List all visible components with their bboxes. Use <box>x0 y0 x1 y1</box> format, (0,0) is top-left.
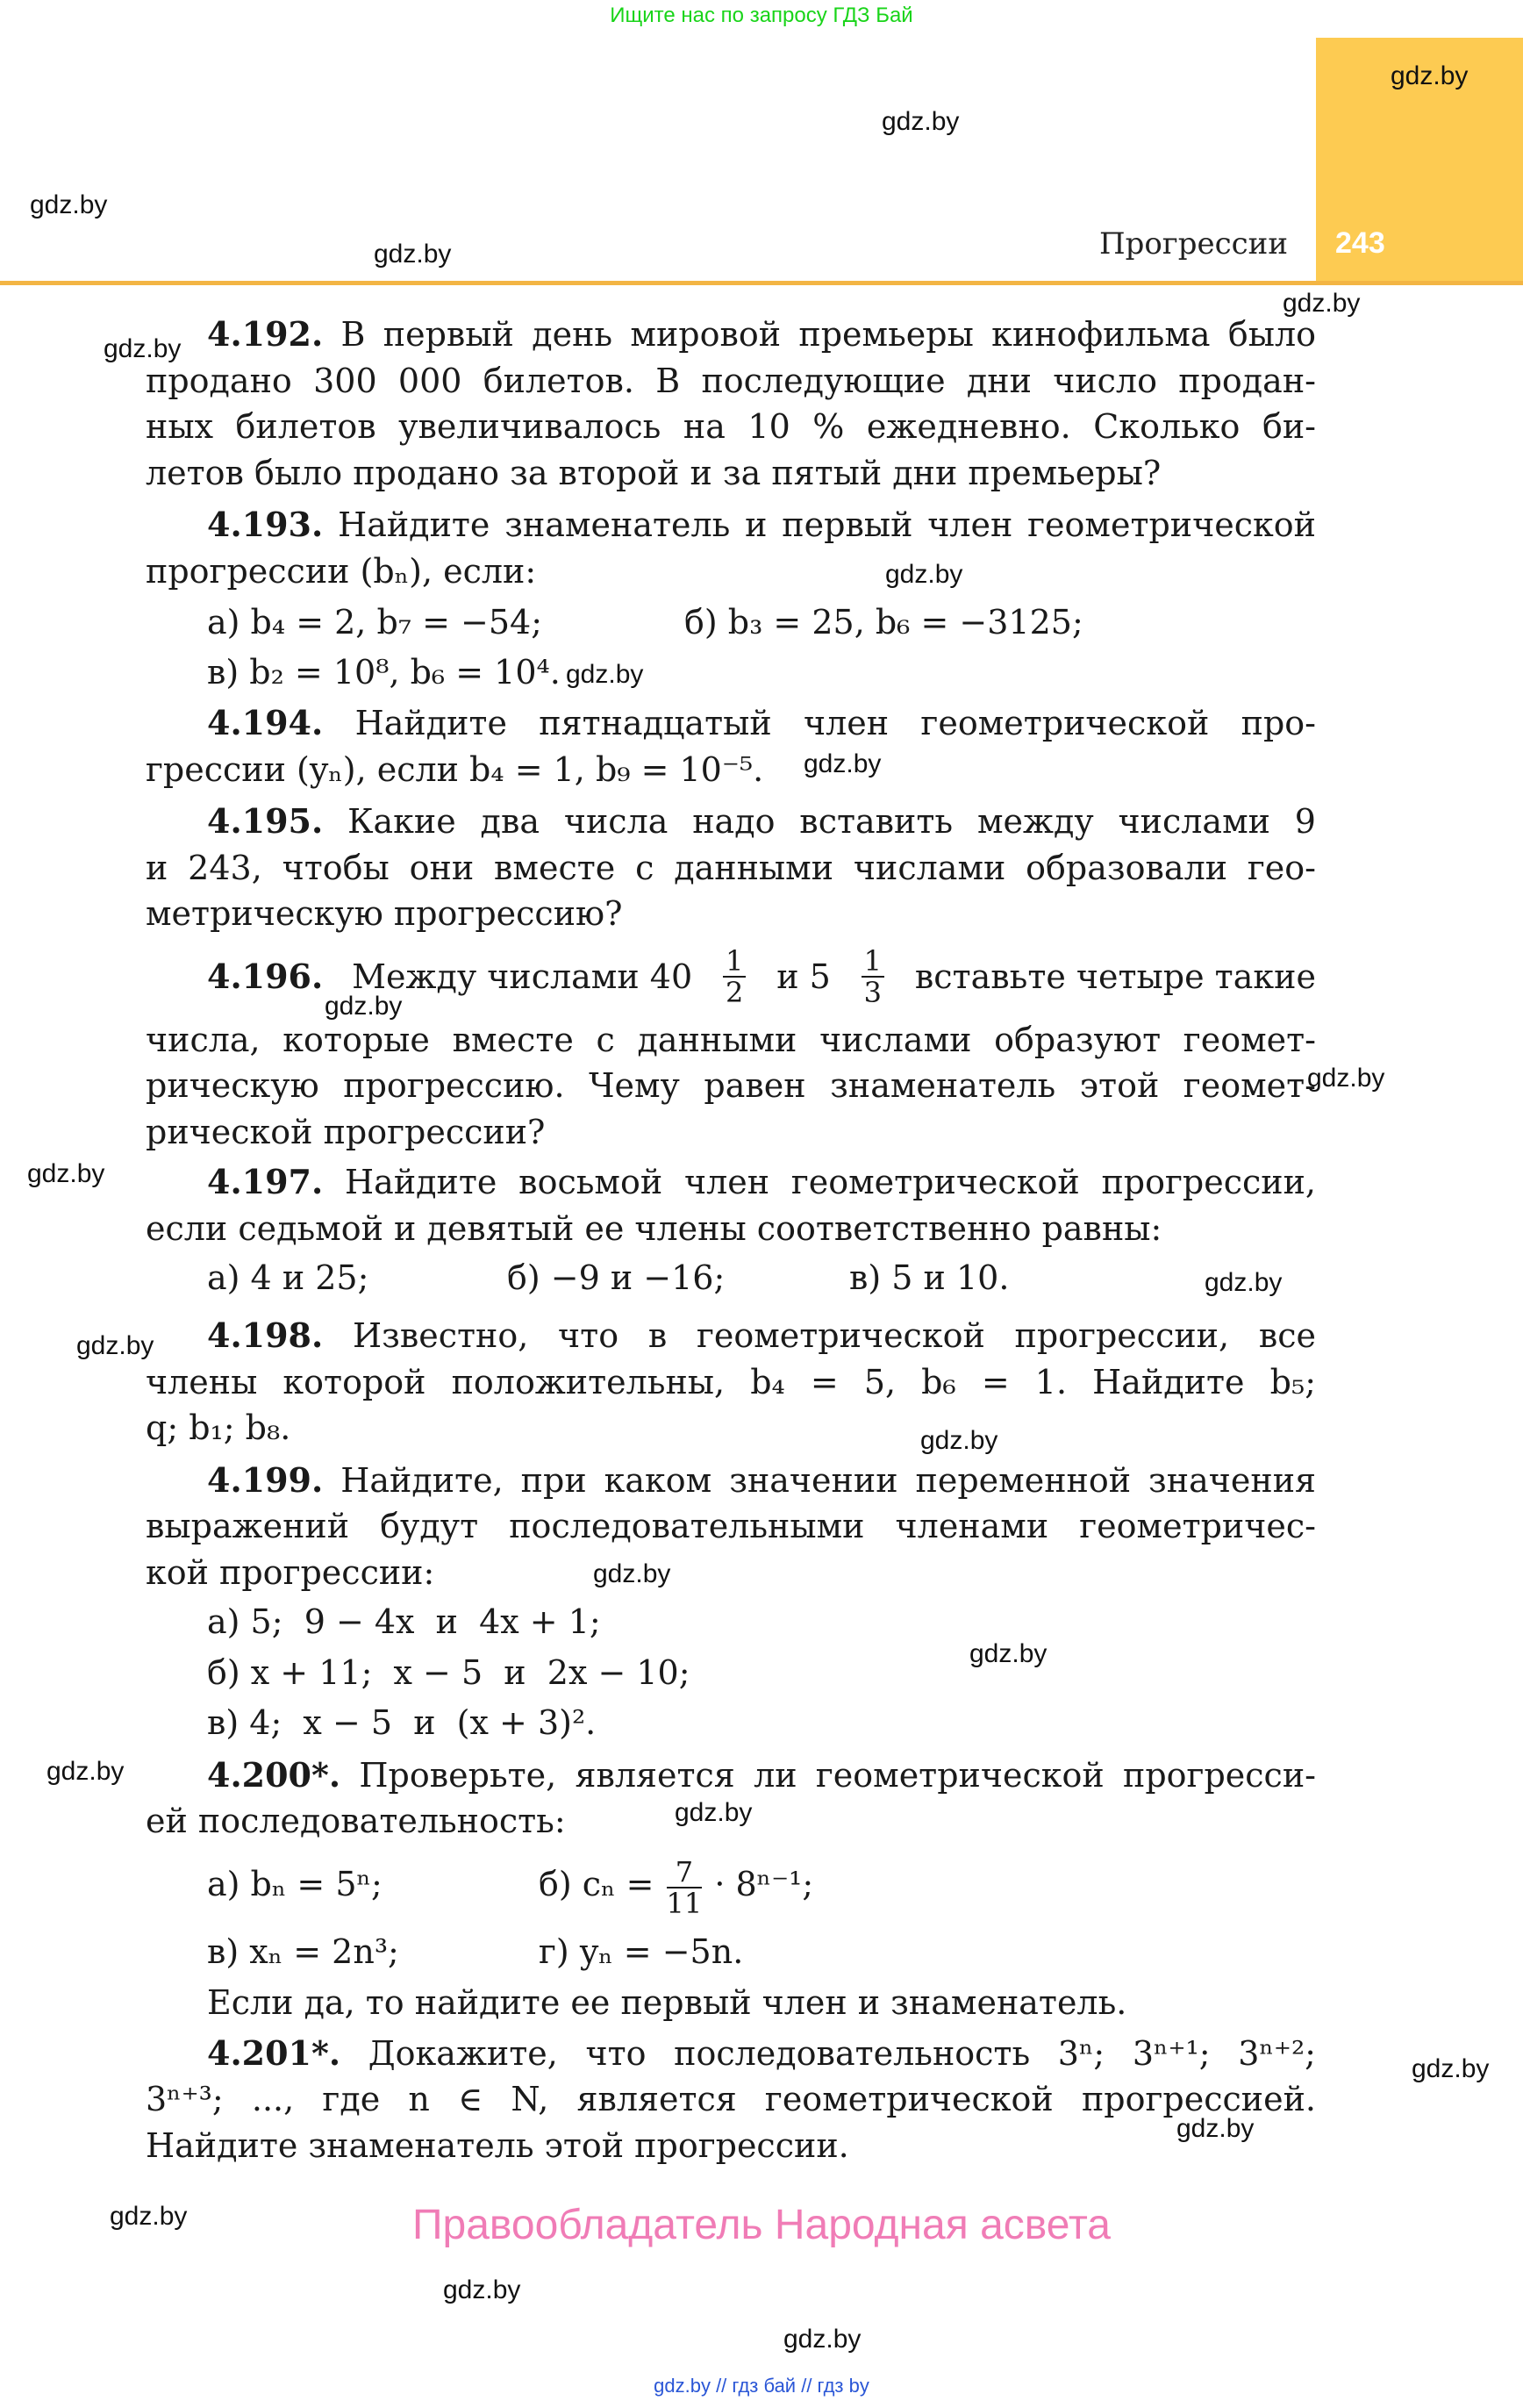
subitem: г) yₙ = −5n. <box>539 1932 744 1971</box>
watermark: gdz.by <box>675 1798 753 1827</box>
subitem: а) 5; 9 − 4x и 4x + 1; <box>207 1602 601 1641</box>
watermark: gdz.by <box>1307 1064 1385 1093</box>
problem-line: грессии (yₙ), если b₄ = 1, b₉ = 10⁻⁵. <box>146 750 764 789</box>
subitem: б) x + 11; x − 5 и 2x − 10; <box>207 1653 690 1692</box>
watermark: gdz.by <box>593 1559 671 1588</box>
subitem: а) bₙ = 5ⁿ; <box>207 1865 383 1903</box>
page-number: 243 <box>1335 226 1385 260</box>
fraction-numerator: 1 <box>723 946 746 978</box>
watermark: gdz.by <box>885 560 963 589</box>
problem-closing: Если да, то найдите ее первый член и знаменатель. <box>207 1983 1127 2022</box>
watermark: gdz.by <box>443 2275 521 2304</box>
problem-line <box>207 1456 1316 1505</box>
problem-number: 4.198. <box>207 1315 324 1355</box>
watermark: gdz.by <box>783 2325 862 2354</box>
subitem: б) b₃ = 25, b₆ = −3125; <box>684 603 1083 641</box>
problem-line <box>207 310 1316 359</box>
watermark: gdz.by <box>1412 2054 1490 2083</box>
watermark: gdz.by <box>76 1331 154 1360</box>
watermark: gdz.by <box>46 1757 125 1786</box>
problem-number: 4.197. <box>207 1162 324 1201</box>
problem-text: Найдите восьмой член геометрической прогрессии, <box>345 1163 1316 1201</box>
problem-line <box>207 1157 1316 1207</box>
problem-line <box>207 699 1316 748</box>
subitem: б) −9 и −16; <box>507 1258 726 1297</box>
problem-line: ных билетов увеличивалось на 10 % ежедневно. Сколько би- <box>146 407 1316 446</box>
problem-number: 4.200*. <box>207 1755 341 1795</box>
problem-line: числа, которые вместе с данными числами образуют геомет- <box>146 1021 1316 1059</box>
problem-line: рическую прогрессию. Чему равен знаменатель этой геомет- <box>146 1066 1316 1105</box>
copyright-notice: Правообладатель Народная асвета <box>412 2202 1111 2248</box>
fraction-numerator: 1 <box>862 946 884 978</box>
problem-line: продано 300 000 билетов. В последующие дни число продан- <box>146 362 1316 400</box>
watermark: gdz.by <box>920 1426 998 1455</box>
problem-number: 4.196. <box>207 957 324 996</box>
watermark: gdz.by <box>1283 289 1361 318</box>
watermark: gdz.by <box>1176 2114 1255 2143</box>
search-banner[interactable]: Ищите нас по запросу ГДЗ Бай <box>610 4 913 27</box>
problem-line: прогрессии (bₙ), если: <box>146 552 537 591</box>
problem-line: летов было продано за второй и за пятый дни премьеры? <box>146 454 1162 492</box>
problem-text: Проверьте, является ли геометрической прогресси- <box>359 1756 1316 1795</box>
problem-text: Найдите, при каком значении переменной значения <box>340 1461 1316 1500</box>
fraction-denominator: 11 <box>666 1886 703 1920</box>
problem-text: и 5 <box>776 957 831 996</box>
subitem: в) b₂ = 10⁸, b₆ = 10⁴. <box>207 653 561 692</box>
watermark: gdz.by <box>27 1159 105 1188</box>
problem-line <box>207 500 1316 549</box>
problem-number: 4.195. <box>207 801 324 841</box>
formula-text: б) cₙ = <box>539 1865 654 1903</box>
problem-line <box>207 1311 1316 1360</box>
problem-line <box>207 797 1316 846</box>
problem-line: метрическую прогрессию? <box>146 894 623 933</box>
problem-number: 4.201*. <box>207 2033 341 2073</box>
watermark: gdz.by <box>374 240 452 269</box>
problem-number: 4.194. <box>207 703 324 742</box>
subitem <box>539 1843 813 1925</box>
subitem: в) 4; x − 5 и (x + 3)². <box>207 1703 597 1742</box>
problem-line: если седьмой и девятый ее члены соответственно равны: <box>146 1209 1162 1248</box>
subitem: а) 4 и 25; <box>207 1258 369 1297</box>
problem-number: 4.193. <box>207 505 324 544</box>
watermark: gdz.by <box>110 2202 188 2231</box>
header-rule <box>0 281 1523 285</box>
fraction-denominator: 2 <box>726 976 744 1009</box>
formula-text: · 8ⁿ⁻¹; <box>714 1865 814 1903</box>
watermark: gdz.by <box>804 749 882 778</box>
subitem: в) xₙ = 2n³; <box>207 1932 399 1971</box>
watermark: gdz.by <box>30 190 108 219</box>
problem-line: Найдите знаменатель этой прогрессии. <box>146 2126 849 2165</box>
problem-line: и 243, чтобы они вместе с данными числами образовали гео- <box>146 849 1316 887</box>
problem-line: рической прогрессии? <box>146 1113 546 1151</box>
problem-text: Найдите пятнадцатый член геометрической про- <box>354 704 1316 742</box>
footer-links[interactable]: gdz.by // гдз бай // гдз by <box>654 2375 869 2397</box>
fraction-numerator: 7 <box>667 1857 703 1888</box>
subitem: в) 5 и 10. <box>849 1258 1010 1297</box>
fraction-denominator: 3 <box>863 976 883 1009</box>
problem-line <box>207 1751 1316 1800</box>
watermark: gdz.by <box>325 992 403 1021</box>
problem-line: члены которой положительны, b₄ = 5, b₆ = 1. Найдите b₅; <box>146 1363 1316 1401</box>
watermark: gdz.by <box>969 1639 1048 1668</box>
problem-text: вставьте четыре такие <box>914 957 1316 996</box>
fraction <box>666 1854 703 1920</box>
problem-text: Найдите знаменатель и первый член геометрической <box>338 505 1316 544</box>
problem-text: Какие два числа надо вставить между числами 9 <box>347 802 1316 841</box>
problem-number: 4.192. <box>207 314 324 354</box>
problem-line: ей последовательность: <box>146 1802 566 1840</box>
subitem: а) b₄ = 2, b₇ = −54; <box>207 603 543 641</box>
problem-line: кой прогрессии: <box>146 1553 435 1592</box>
problem-line <box>207 2029 1316 2078</box>
watermark: gdz.by <box>1205 1268 1283 1297</box>
fraction <box>862 946 884 1007</box>
problem-text: Известно, что в геометрической прогрессии, все <box>352 1316 1316 1355</box>
problem-line: выражений будут последовательными членами геометричес- <box>146 1507 1316 1545</box>
watermark: gdz.by <box>882 107 960 136</box>
watermark: gdz.by <box>566 660 644 689</box>
watermark: gdz.by <box>104 334 182 363</box>
problem-number: 4.199. <box>207 1460 324 1500</box>
problem-text: Докажите, что последовательность 3ⁿ; 3ⁿ⁺¹; 3ⁿ⁺²; <box>368 2034 1316 2073</box>
problem-text: Между числами 40 <box>352 957 693 996</box>
running-title: Прогрессии <box>1099 226 1288 262</box>
problem-line: 3ⁿ⁺³; ..., где n ∈ N, является геометрической прогрессией. <box>146 2080 1316 2118</box>
watermark: gdz.by <box>1391 61 1469 90</box>
problem-line: q; b₁; b₈. <box>146 1408 291 1447</box>
fraction <box>723 946 746 1007</box>
problem-text: В первый день мировой премьеры кинофильма было <box>340 315 1316 354</box>
